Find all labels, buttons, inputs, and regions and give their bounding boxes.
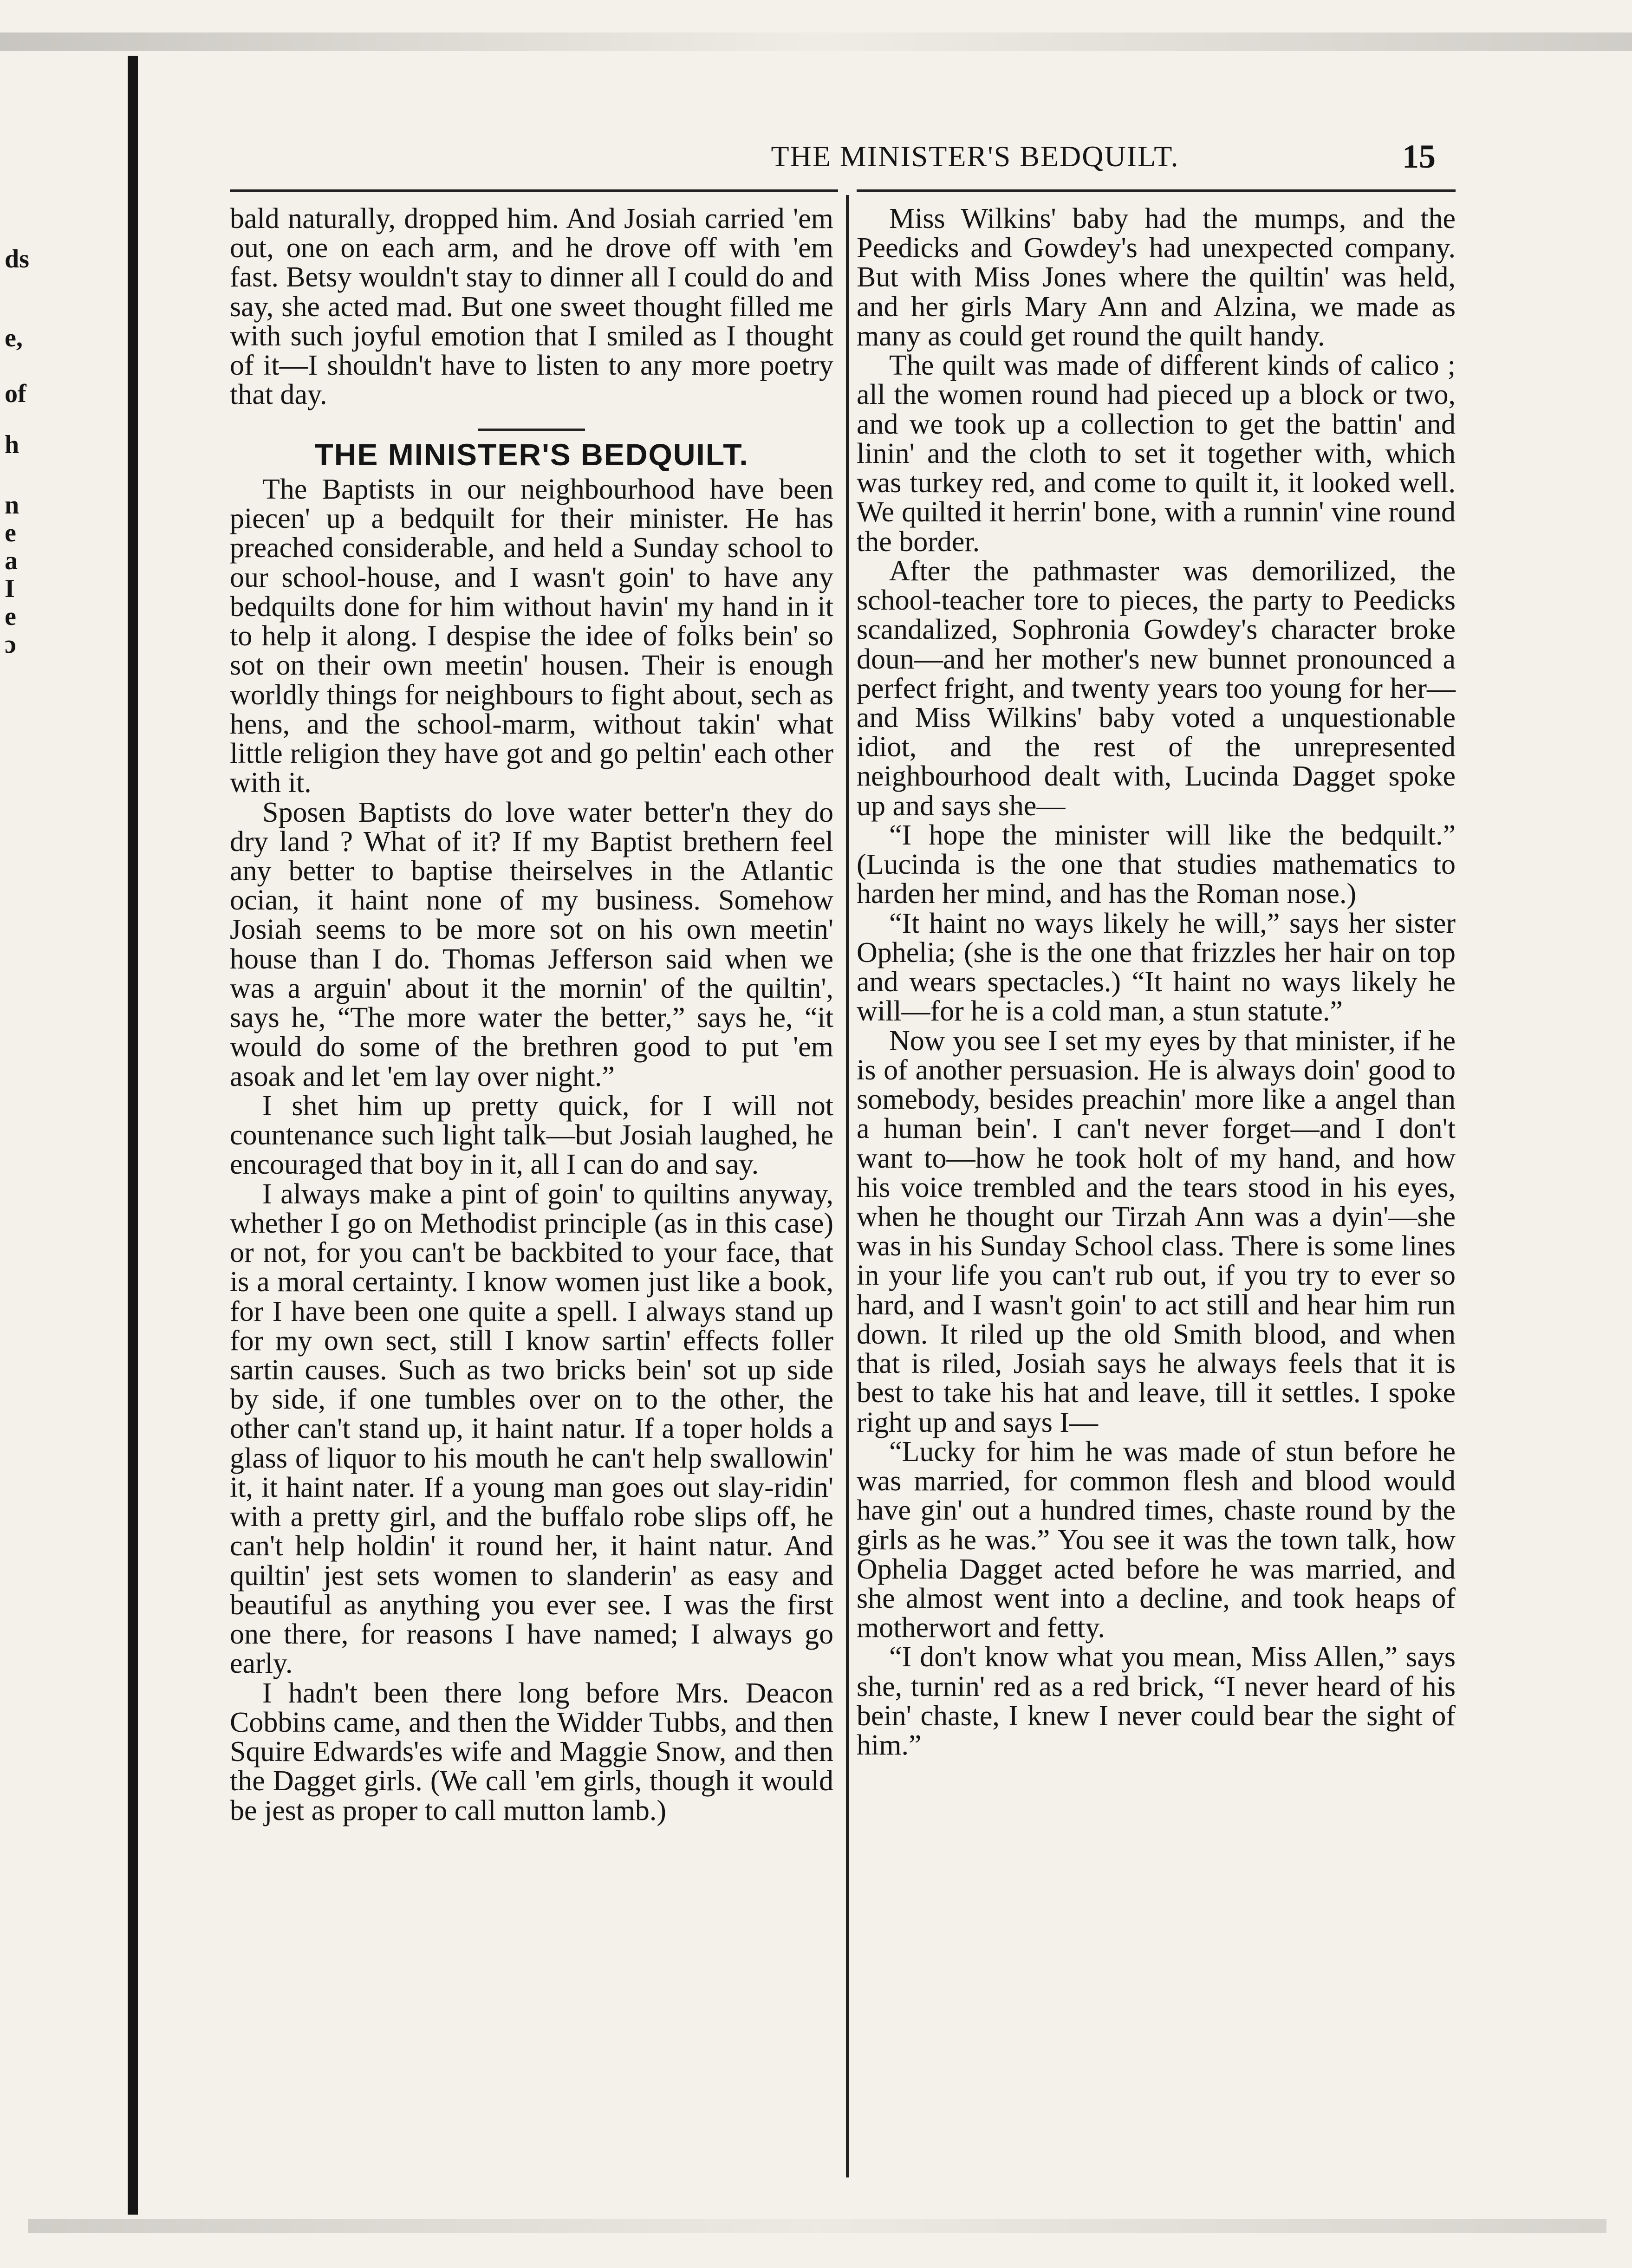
paragraph: I always make a pint of goin' to quiltins anyway, whether I go on Methodist principle (as in this case) or not, for you can't be backbited to your face, that is a moral certainty. I know women just like a book, for I have been one quite a spell. I always stand up for my own sect, still I know sartin' effects foller sartin causes. Such as two bricks bein' sot up side by side, if one tumbles over on to the other, the other can't stand up, it haint natur. If a toper holds a glass of liquor to his mouth he can't help swallowin' it, it haint nater. If a young man goes out slay-ridin' with a pretty girl, and the buffalo robe slips off, he can't help holdin' it round her, it haint natur. And quiltin' jest sets women to slanderin' as easy and beautiful as anything you ever see. I was the first one there, for reasons I have named; I always go early. [230, 1178, 833, 1680]
margin-fragment: n [5, 491, 20, 520]
paragraph: Now you see I set my eyes by that minister, if he is of another persuasion. He is always doin' good to somebody, besides preachin' more like a angel than a human bein'. I can't never forget—and I don't want to—how he took holt of my hand, and how his voice trembled and the tears stood in his eyes, when he thought our Tirzah Ann was a dyin'—she was in his Sunday School class. There is some lines in your life you can't rub out, if you try to ever so hard, and I wasn't goin' to act still and hear him run down. It riled up the old Smith blood, and when that is riled, Josiah says he always feels that it is best to take his hat and leave, till it settles. I spoke right up and says I— [857, 1025, 1456, 1438]
paragraph: “I don't know what you mean, Miss Allen,” says she, turnin' red as a red brick, “I never heard of his bein' chaste, I knew I never could bear the sight of him.” [857, 1641, 1456, 1761]
running-header: THE MINISTER'S BEDQUILT. [771, 140, 1179, 173]
paragraph: “It haint no ways likely he will,” says her sister Ophelia; (she is the one that frizzles her hair on top and wears spectacles.) “It haint no ways likely he will—for he is a cold man, a stun statute.” [857, 907, 1456, 1027]
page-number: 15 [1402, 138, 1436, 175]
margin-fragment: h [5, 430, 20, 459]
paragraph: Sposen Baptists do love water better'n they do dry land ? What of it? If my Baptist brethern feel any better to baptise theirselves in the Atlantic ocian, it haint none of my business. Somehow Josiah seems to be more sot on his own meetin' house than I do. Thomas Jefferson said when we was a arguin' about it the mornin' of the quiltin', says he, “The more water the better,” says he, “it would do some of the brethren good to put 'em asoak and let 'em lay over night.” [230, 796, 833, 1092]
margin-fragment: e [5, 602, 16, 631]
right-column [857, 204, 1456, 1760]
margin-fragment: ɔ [5, 630, 16, 659]
paragraph: “Lucky for him he was made of stun before he was married, for common flesh and blood would have gin' out a hundred times, chaste round by the girls as he was.” You see it was the town talk, how Ophelia Dagget acted before he was married, and she almost went into a decline, and took heaps of motherwort and fetty. [857, 1436, 1456, 1644]
scan-bottom-smudge [28, 2219, 1606, 2233]
paragraph: I shet him up pretty quick, for I will not countenance such light talk—but Josiah laughed, he encouraged that boy in it, all I can do and say. [230, 1090, 833, 1181]
paragraph: “I hope the minister will like the bedquilt.” (Lucinda is the one that studies mathematics to harden her mind, and has the Roman nose.) [857, 819, 1456, 910]
paragraph: I hadn't been there long before Mrs. Deacon Cobbins came, and then the Widder Tubbs, and then Squire Edwards'es wife and Maggie Snow, and then the Dagget girls. (We call 'em girls, though it would be jest as proper to call mutton lamb.) [230, 1677, 833, 1826]
margin-fragment: ds [5, 245, 29, 273]
margin-fragment: e, [5, 324, 23, 352]
section-title: THE MINISTER'S BEDQUILT. [314, 437, 749, 472]
header-rule-left [230, 189, 838, 192]
continued-paragraph: bald naturally, dropped him. And Josiah carried 'em out, one on each arm, and he drove off with 'em fast. Betsy wouldn't stay to dinner all I could do and say, she acted mad. But one sweet thought filled me with such joyful emotion that I smiled as I thought of it—I shouldn't have to listen to any more poetry that day. [230, 203, 833, 411]
scan-top-smudge [0, 32, 1632, 51]
column-divider [846, 195, 849, 2177]
margin-fragment: of [5, 379, 26, 408]
continued-paragraph: Miss Wilkins' baby had the mumps, and the Peedicks and Gowdey's had unexpected company. But with Miss Jones where the quiltin' was held, and her girls Mary Ann and Alzina, we made as many as could get round the quilt handy. [857, 203, 1456, 352]
paragraph: After the pathmaster was demorilized, the school-teacher tore to pieces, the party to Peedicks scandalized, Sophronia Gowdey's character broke doun—and her mother's new bunnet pronounced a perfect fright, and twenty years too young for her—and Miss Wilkins' baby voted a unquestionable idiot, and the rest of the unrepresented neighbourhood dealt with, Lucinda Dagget spoke up and says she— [857, 555, 1456, 822]
margin-fragment: a [5, 546, 18, 575]
left-column [230, 204, 833, 1826]
paragraph: The quilt was made of different kinds of calico ; all the women round had pieced up a block or two, and we took up a collection to get the battin' and linin' and the cloth to set it together with, which was turkey red, and come to quilt it, it looked well. We quilted it herrin' bone, with a runnin' vine round the border. [857, 350, 1456, 558]
margin-fragment: e [5, 519, 16, 547]
paragraph: The Baptists in our neighbourhood have been piecen' up a bedquilt for their minister. He has preached considerable, and held a Sunday school to our school-house, and I wasn't goin' to have any bedquilts done for him without havin' my hand in it to help it along. I despise the idee of folks bein' so sot on their own meetin' housen. Their is enough worldly things for neighbours to fight about, sech as hens, and the school-marm, without takin' what little religion they have got and go peltin' each other with it. [230, 473, 833, 799]
section-rule [478, 429, 585, 431]
header-rule-right [857, 189, 1456, 192]
binding-edge [128, 56, 138, 2215]
margin-fragment: I [5, 574, 15, 603]
